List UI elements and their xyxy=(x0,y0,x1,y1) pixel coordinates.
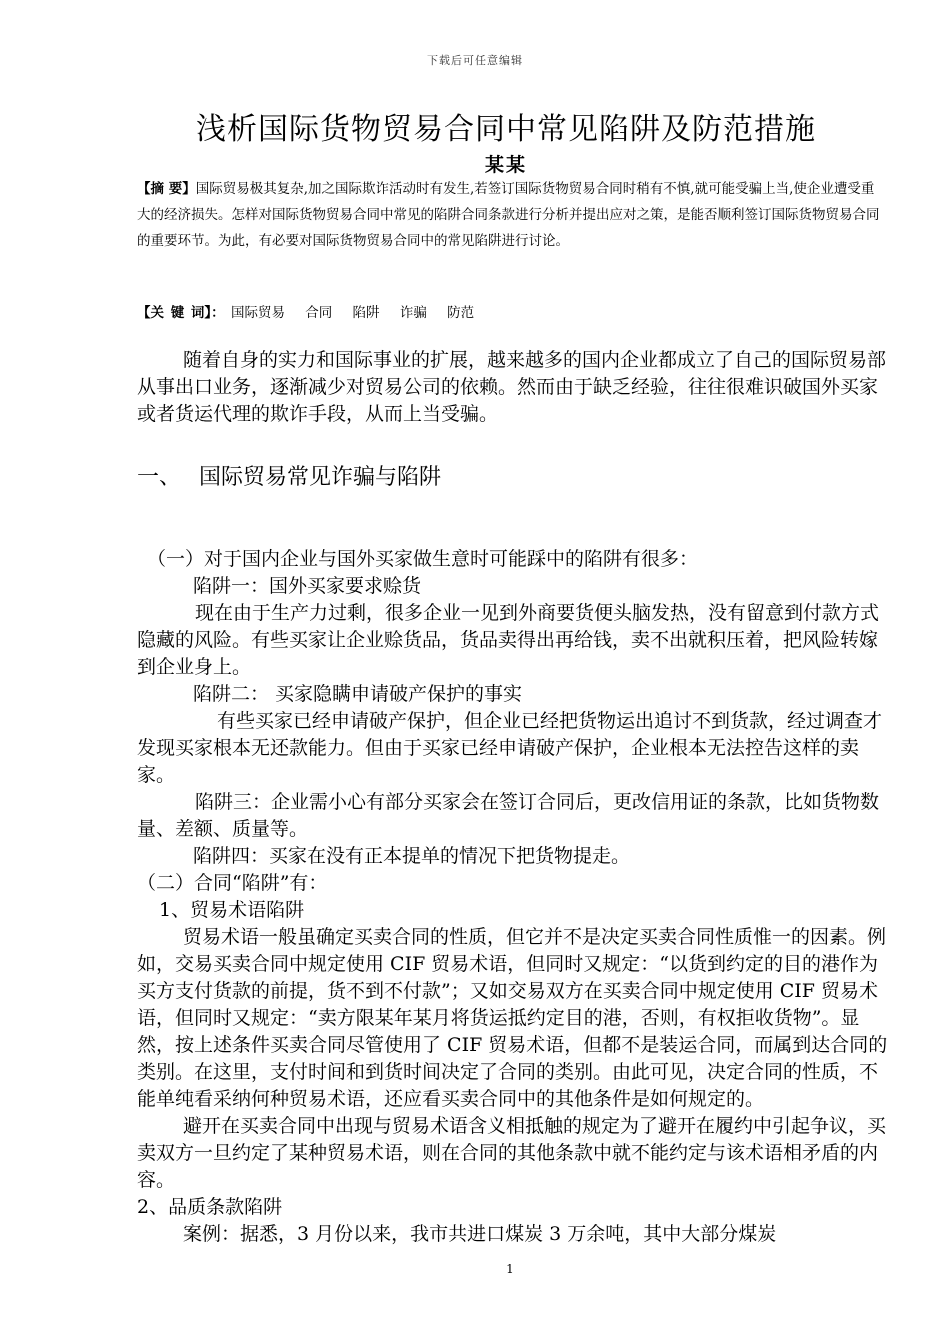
subsection-heading: （一）对于国内企业与国外买家做生意时可能踩中的陷阱有很多： xyxy=(147,548,699,570)
subsection-heading: （二）合同“陷阱”有： xyxy=(137,872,328,894)
paragraph: 案例：据悉，3 月份以来，我市共进口煤炭 3 万余吨，其中大部分煤炭 xyxy=(183,1223,777,1245)
keywords xyxy=(137,300,887,326)
document-title: 浅析国际货物贸易合同中常见陷阱及防范措施 xyxy=(196,112,816,147)
page-number: 1 xyxy=(506,1262,514,1276)
paragraph: 陷阱四：买家在没有正本提单的情况下把货物提走。 xyxy=(193,845,631,867)
intro-paragraph: 随着自身的实力和国际事业的扩展，越来越多的国内企业都成立了自己的国际贸易部从事出口业务，逐渐减少对贸易公司的依赖。然而由于缺乏经验，往往很难识破国外买家或者货运代理的欺诈手段，从而上当受骗。 xyxy=(137,349,887,425)
abstract-text: 国际贸易极其复杂,加之国际欺诈活动时有发生,若签订国际货物贸易合同时稍有不慎,就可能受骗上当,使企业遭受重大的经济损失。怎样对国际货物贸易合同中常见的陷阱合同条款进行分析并提出应对之策，是能否顺利签订国际货物贸易合同的重要环节。为此，有必要对国际货物贸易合同中的常见陷阱进行讨论。 xyxy=(137,181,880,249)
abstract xyxy=(137,176,887,254)
section-body xyxy=(137,546,889,1248)
paragraph: 现在由于生产力过剩，很多企业一见到外商要货便头脑发热，没有留意到付款方式隐藏的风险。有些买家让企业赊货品，货品卖得出再给钱，卖不出就积压着，把风险转嫁到企业身上。 xyxy=(137,602,880,678)
paragraph: 贸易术语一般虽确定买卖合同的性质，但它并不是决定买卖合同性质惟一的因素。例如，交易买卖合同中规定使用 CIF 贸易术语，但同时又规定：“以货到约定的目的港作为买方支付货款的前提，货不到不付款”；又如交易双方在买卖合同中规定使用 CIF 贸易术语，但同时又规定：“卖方限某年某月将货运抵约定目的港，否则，有权拒收货物”。显然，按上述条件买卖合同尽管使用了 CIF 贸易术语，但都不是装运合同，而属到达合同的类别。在这里，支付时间和到货时间决定了合同的类别。由此可见，决定合同的性质，不能单纯看采纳何种贸易术语，还应看买卖合同中的其他条件是如何规定的。 xyxy=(137,926,888,1110)
paragraph: 有些买家已经申请破产保护，但企业已经把货物运出追讨不到货款，经过调查才发现买家根本无还款能力。但由于买家已经申请破产保护，企业根本无法控告这样的卖家。 xyxy=(137,710,883,786)
paragraph: 避开在买卖合同中出现与贸易术语含义相抵触的规定为了避开在履约中引起争议，买卖双方一旦约定了某种贸易术语，则在合同的其他条款中就不能约定与该术语相矛盾的内容。 xyxy=(137,1115,887,1191)
section-heading xyxy=(137,460,441,491)
keyword: 国际贸易 xyxy=(230,305,285,321)
keywords-label: 【关 键 词】： xyxy=(137,305,225,321)
trap-title: 陷阱一：国外买家要求赊货 xyxy=(193,575,422,597)
page-header: 下载后可任意编辑 xyxy=(427,54,523,67)
author-name: 某某 xyxy=(484,154,527,176)
keyword: 合同 xyxy=(305,305,333,321)
section-number: 一、 xyxy=(137,465,182,490)
keyword: 诈骗 xyxy=(399,305,427,321)
paragraph: 陷阱三：企业需小心有部分买家会在签订合同后，更改信用证的条款，比如货物数量、差额、质量等。 xyxy=(137,791,880,840)
keyword: 陷阱 xyxy=(352,305,380,321)
abstract-label: 【摘 要】 xyxy=(137,181,196,197)
trap-title: 陷阱二： 买家隐瞒申请破产保护的事实 xyxy=(193,683,523,705)
item-title: 2、品质条款陷阱 xyxy=(137,1196,283,1218)
section-title: 国际贸易常见诈骗与陷阱 xyxy=(199,465,442,490)
keyword: 防范 xyxy=(447,305,475,321)
item-title: 1、贸易术语陷阱 xyxy=(159,899,305,921)
